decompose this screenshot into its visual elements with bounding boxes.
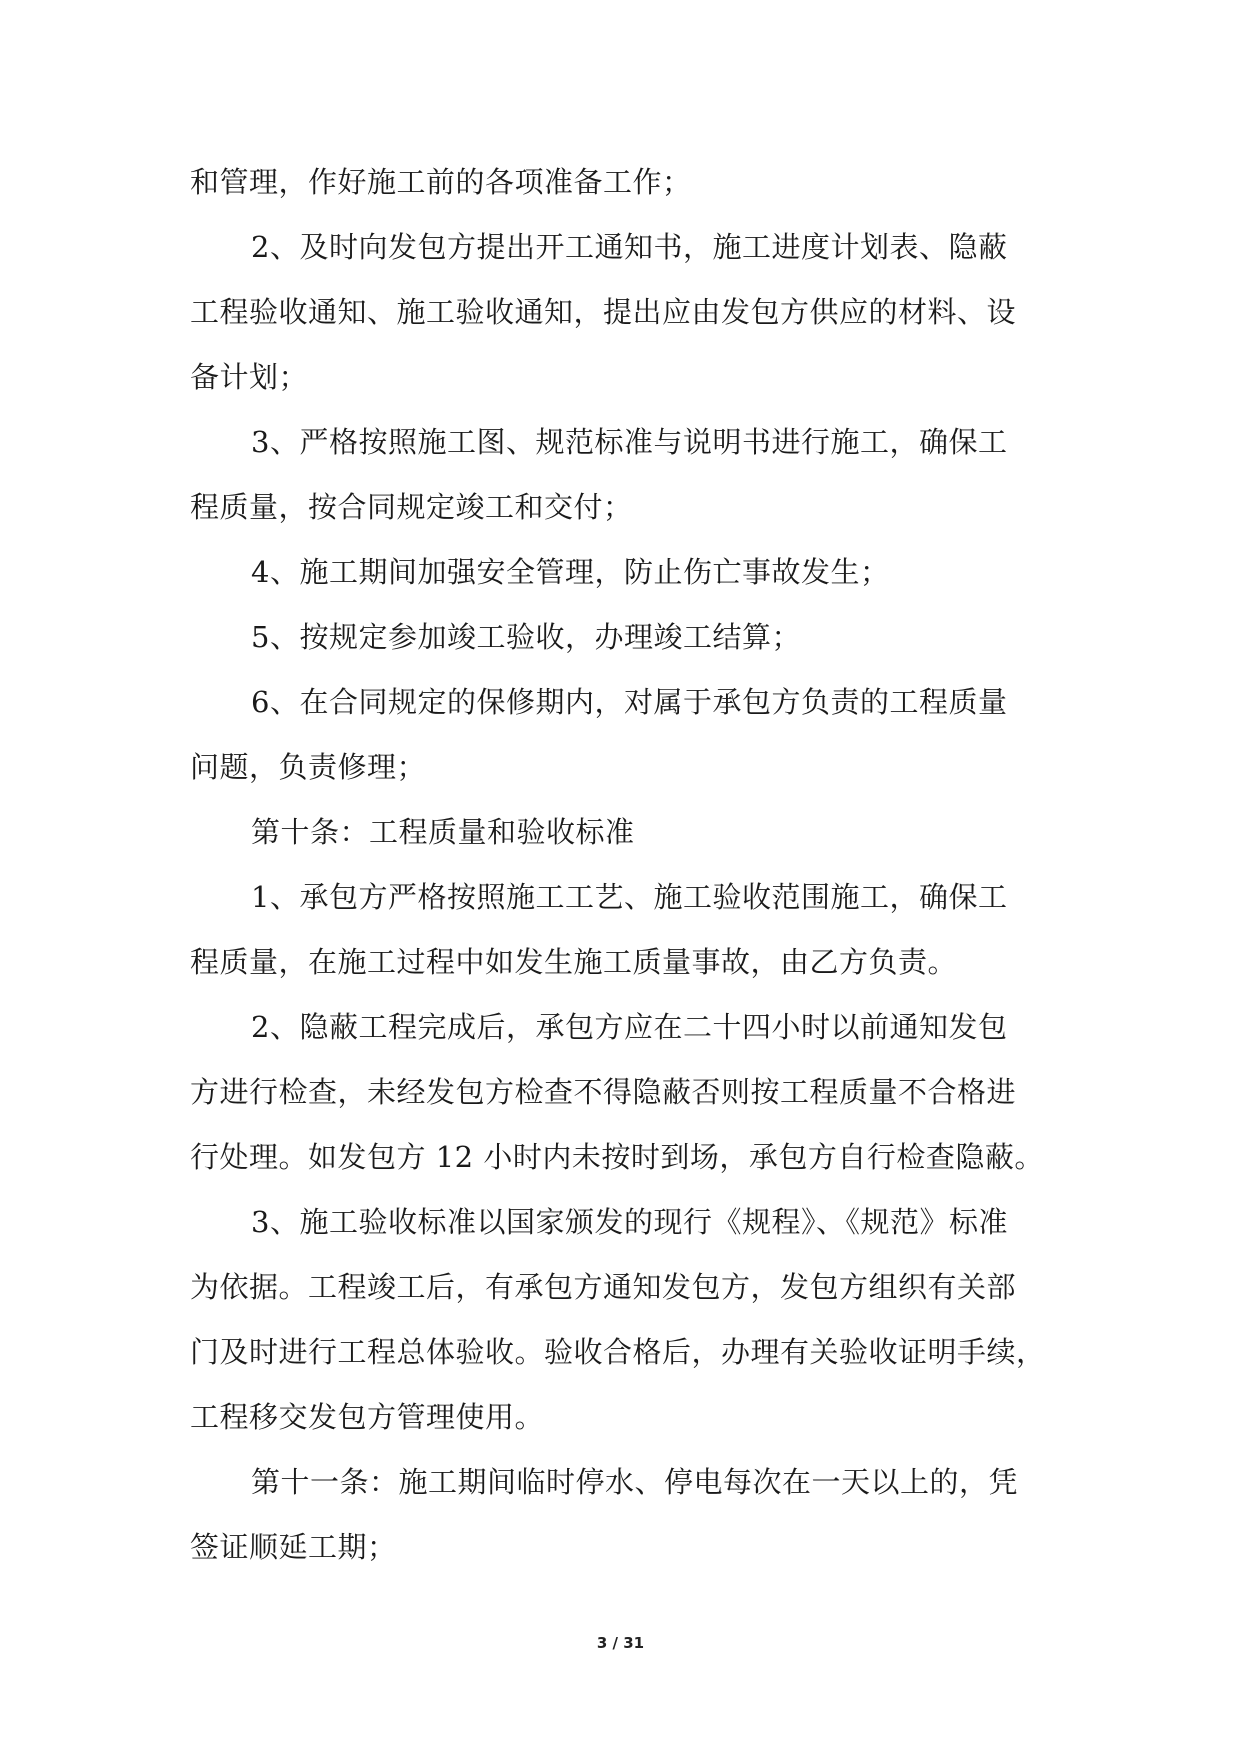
text-line: 3、施工验收标准以国家颁发的现行《规程》、《规范》标准: [251, 1205, 1008, 1239]
text-line: 为依据。工程竣工后，有承包方通知发包方，发包方组织有关部: [190, 1270, 1017, 1304]
text-line: 程质量，在施工过程中如发生施工质量事故，由乙方负责。: [190, 945, 958, 979]
document-body: [190, 150, 1070, 1580]
text-line: 工程验收通知、施工验收通知，提出应由发包方供应的材料、设: [190, 295, 1017, 329]
text-line: 程质量，按合同规定竣工和交付；: [190, 490, 633, 524]
section-heading: 第十一条：施工期间临时停水、停电每次在一天以上的，凭: [251, 1465, 1019, 1499]
text-line: 和管理，作好施工前的各项准备工作；: [190, 165, 692, 199]
text-line: 行处理。如发包方 12 小时内未按时到场，承包方自行检查隐蔽。: [190, 1140, 1044, 1174]
text-line: 2、及时向发包方提出开工通知书，施工进度计划表、隐蔽: [251, 230, 1008, 264]
text-line: 问题，负责修理；: [190, 750, 427, 784]
text-line: 签证顺延工期；: [190, 1530, 397, 1564]
text-line: 3、严格按照施工图、规范标准与说明书进行施工，确保工: [251, 425, 1008, 459]
text-line: 门及时进行工程总体验收。验收合格后，办理有关验收证明手续，: [190, 1335, 1046, 1369]
text-line: 方进行检查，未经发包方检查不得隐蔽否则按工程质量不合格进: [190, 1075, 1017, 1109]
text-line: 1、承包方严格按照施工工艺、施工验收范围施工，确保工: [251, 880, 1008, 914]
section-heading: 第十条：工程质量和验收标准: [251, 815, 635, 849]
text-line: 5、按规定参加竣工验收，办理竣工结算；: [251, 620, 801, 654]
text-line: 6、在合同规定的保修期内，对属于承包方负责的工程质量: [251, 685, 1008, 719]
text-line: 2、隐蔽工程完成后，承包方应在二十四小时以前通知发包: [251, 1010, 1008, 1044]
page-number: 3 / 31: [596, 1634, 645, 1652]
text-line: 工程移交发包方管理使用。: [190, 1400, 545, 1434]
text-line: 备计划；: [190, 360, 309, 394]
text-line: 4、施工期间加强安全管理，防止伤亡事故发生；: [251, 555, 890, 589]
